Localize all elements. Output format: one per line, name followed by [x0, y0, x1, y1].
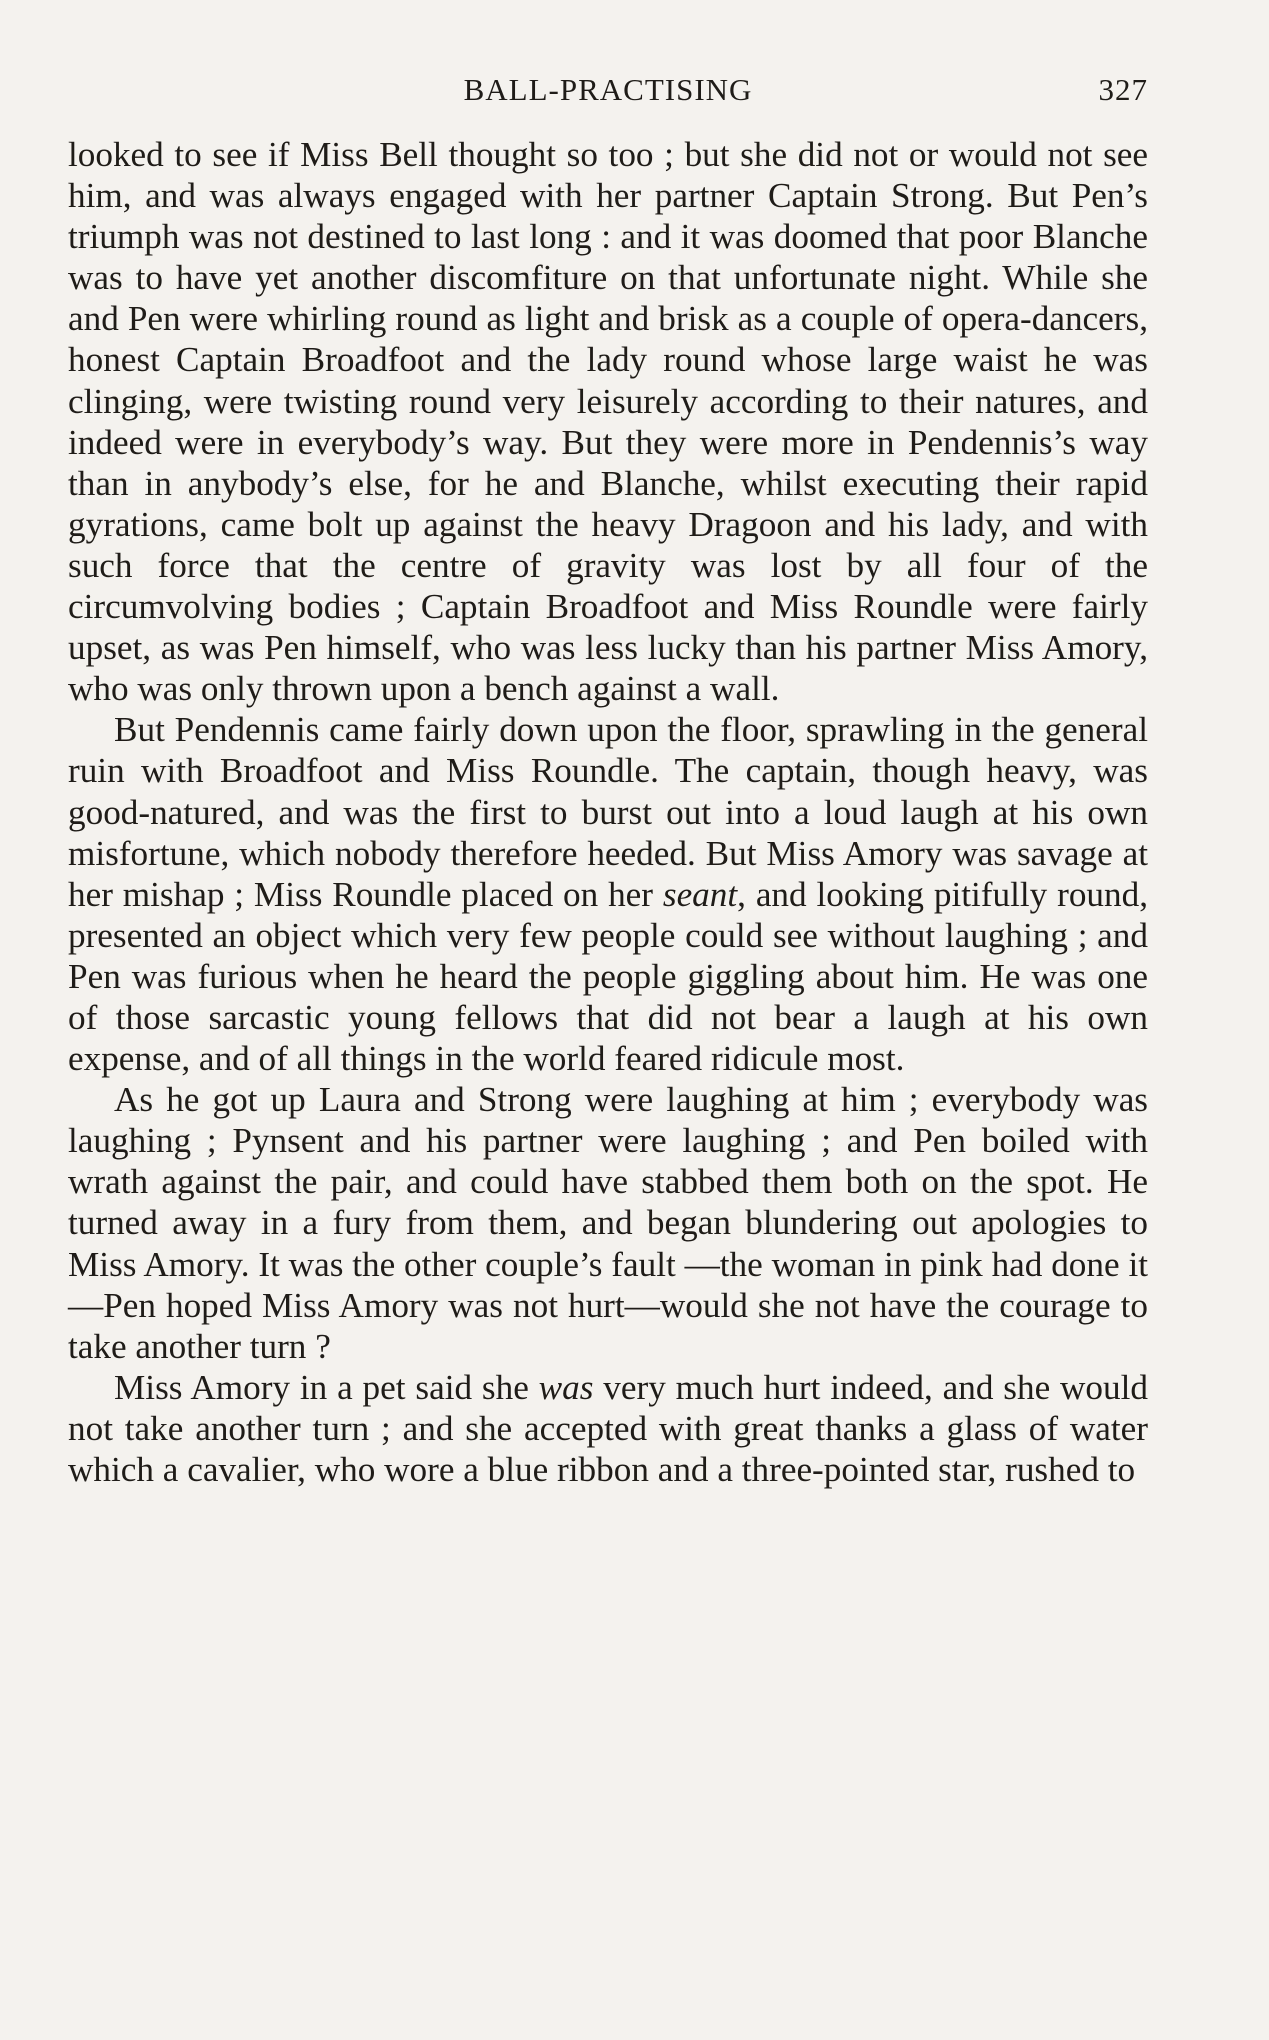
- paragraph-1: [68, 134, 1148, 709]
- page-number: 327: [1098, 72, 1148, 107]
- paragraph-3-text: As he got up Laura and Strong were laughing at him ; everybody was laughing ; Pynsent and his partner were laughing ; and Pen boiled with wrath against the pair, and could have stabbed them both on the spot. He turned away in a fury from them, and began blundering out apologies to Miss Amory. It was the other couple’s fault —the woman in pink had done it—Pen hoped Miss Amory was not hurt—would she not have the courage to take another turn ?: [68, 1080, 1148, 1366]
- book-page: [68, 66, 1148, 1490]
- paragraph-2-text-b: , and looking pitifully round, presented an object which very few people could see without laughing ; and Pen was furious when he heard the people giggling about him. He was one of those sarcastic young fellows that did not bear a laugh at his own expense, and of all things in the world feared ridicule most.: [68, 874, 1148, 1079]
- paragraph-1-text: looked to see if Miss Bell thought so too ; but she did not or would not see him, and was always engaged with her partner Captain Strong. But Pen’s triumph was not destined to last long : and it was doomed that poor Blanche was to have yet another discomfiture on that unfortunate night. While she and Pen were whirling round as light and brisk as a couple of opera-dancers, honest Captain Broadfoot and the lady round whose large waist he was clinging, were twisting round very leisurely according to their natures, and indeed were in everybody’s way. But they were more in Pendennis’s way than in anybody’s else, for he and Blanche, whilst executing their rapid gyrations, came bolt up against the heavy Dragoon and his lady, and with such force that the centre of gravity was lost by all four of the circumvolving bodies ; Captain Broadfoot and Miss Roundle were fairly upset, as was Pen himself, who was less lucky than his partner Miss Amory, who was only thrown upon a bench against a wall.: [68, 135, 1148, 709]
- page-header: [68, 66, 1148, 126]
- paragraph-2-text-a: But Pendennis came fairly down upon the floor, sprawling in the general ruin with Broadfoot and Miss Roundle. The captain, though heavy, was good-natured, and was the first to burst out into a loud laugh at his own misfortune, which nobody therefore heeded. But Miss Amory was savage at her mishap ; Miss Roundle placed on her: [68, 710, 1148, 914]
- paragraph-2: [68, 709, 1148, 1079]
- paragraph-4-text-a: Miss Amory in a pet said she: [114, 1367, 539, 1407]
- italic-word-was: was: [538, 1367, 594, 1407]
- paragraph-4-text-b: very much hurt indeed, and she would not take another turn ; and she accepted with great thanks a glass of water which a cavalier, who wore a blue ribbon and a three-pointed star, rushed to: [68, 1367, 1148, 1489]
- paragraph-4: [68, 1367, 1148, 1490]
- running-head: BALL-PRACTISING: [463, 72, 753, 107]
- body-text: [68, 134, 1148, 1490]
- paragraph-3: [68, 1079, 1148, 1367]
- italic-word-seant: seant: [662, 874, 738, 914]
